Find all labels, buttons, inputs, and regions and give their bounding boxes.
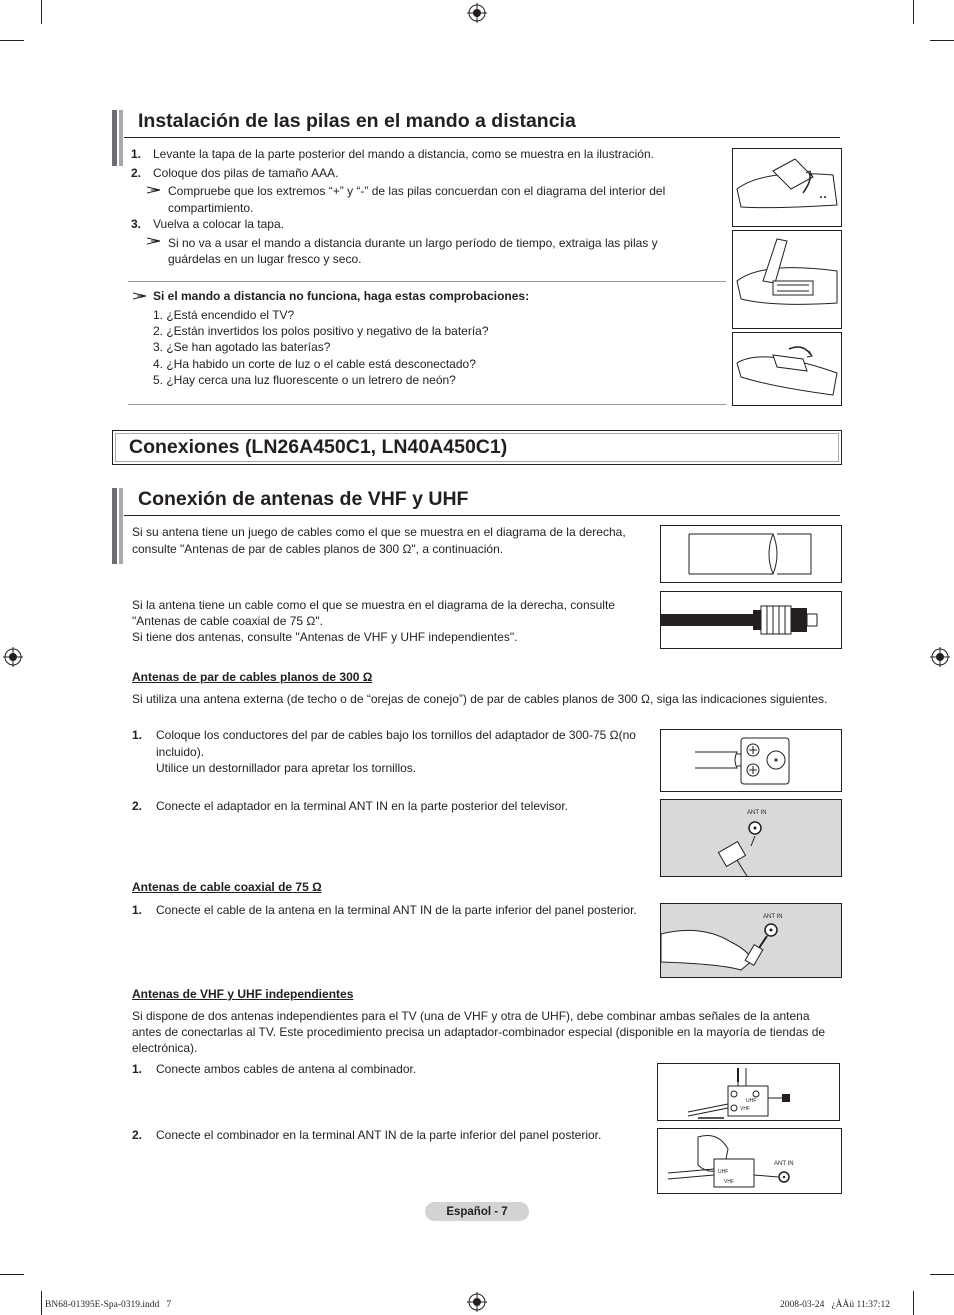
ant-in-label: ANT IN xyxy=(774,1161,794,1167)
step-text: Coloque dos pilas de tamaño AAA. xyxy=(153,166,339,180)
ant-in-label: ANT IN xyxy=(747,810,767,816)
combiner-ant-in-image xyxy=(657,1128,842,1194)
section-bar xyxy=(112,488,117,564)
separate-desc: Si dispone de dos antenas independientes para el TV (una de VHF y otra de UHF), debe combinar ambas señales de la antena xyxy=(132,1009,810,1023)
note-arrow-icon xyxy=(133,292,147,300)
coax-heading: Antenas de cable coaxial de 75 Ω xyxy=(132,880,322,894)
check-item: 3. ¿Se han agotado las baterías? xyxy=(153,340,331,354)
separate-desc: electrónica). xyxy=(132,1041,198,1055)
registration-mark-icon xyxy=(3,647,23,667)
step-text: Conecte ambos cables de antena al combinador. xyxy=(156,1062,417,1076)
divider xyxy=(128,404,726,405)
separate-desc: antes de conectarlas al TV. Este procedimiento precisa un adaptador-combinador especial (disponible en la mayoría de tiendas de xyxy=(132,1025,826,1039)
separate-heading: Antenas de VHF y UHF independientes xyxy=(132,987,354,1001)
flat-desc: Si utiliza una antena externa (de techo o de “orejas de conejo”) de par de cables planos de 300 Ω, siga las indicaciones siguientes. xyxy=(132,692,828,706)
intro-text: "Antenas de cable coaxial de 75 Ω". xyxy=(132,614,323,628)
step-number: 2. xyxy=(131,166,142,180)
coax-cable-image xyxy=(660,591,842,649)
step-text: Conecte el cable de la antena en la terminal ANT IN de la parte inferior del panel posterior. xyxy=(156,903,637,917)
crop-mark xyxy=(913,1291,914,1315)
page-label: Español - 7 xyxy=(446,1206,508,1218)
step-text: Vuelva a colocar la tapa. xyxy=(153,217,284,231)
crop-mark xyxy=(930,1274,954,1275)
note-arrow-icon xyxy=(147,186,161,194)
ant-in-adapter-image xyxy=(660,799,842,877)
section-bar xyxy=(112,110,117,166)
crop-mark xyxy=(0,1274,24,1275)
step-text: Utilice un destornillador para apretar los tornillos. xyxy=(156,761,417,775)
intro-text: Si su antena tiene un juego de cables como el que se muestra en el diagrama de la derecha, xyxy=(132,525,626,539)
step-text: Levante la tapa de la parte posterior del mando a distancia, como se muestra en la ilustración. xyxy=(153,147,654,161)
step-number: 2. xyxy=(132,1128,143,1142)
registration-mark-icon xyxy=(467,3,487,23)
crop-mark xyxy=(913,0,914,24)
step-number: 3. xyxy=(131,217,142,231)
footer-file: BN68-01395E-Spa-0319.indd 7 xyxy=(45,1300,172,1310)
note-text: guárdelas en un lugar fresco y seco. xyxy=(168,252,362,266)
ant-in-coax-image xyxy=(660,903,842,978)
intro-text: consulte "Antenas de par de cables planos de 300 Ω", a continuación. xyxy=(132,542,504,556)
note-text: Compruebe que los extremos “+” y “-” de las pilas concuerdan con el diagrama del interior del xyxy=(168,184,666,198)
divider xyxy=(128,281,726,282)
step-number: 1. xyxy=(132,903,143,917)
step-number: 1. xyxy=(132,728,143,742)
remote-batteries-image xyxy=(732,230,842,329)
step-text: Conecte el combinador en la terminal ANT IN de la parte inferior del panel posterior. xyxy=(156,1128,602,1142)
flat-heading: Antenas de par de cables planos de 300 Ω xyxy=(132,670,373,684)
uhf-label: UHF xyxy=(746,1098,757,1104)
ant-in-label: ANT IN xyxy=(763,914,783,920)
step-text: Conecte el adaptador en la terminal ANT IN en la parte posterior del televisor. xyxy=(156,799,569,813)
note-text: compartimiento. xyxy=(168,201,254,215)
title-underline xyxy=(124,515,840,516)
title-underline xyxy=(124,137,840,138)
step-number: 1. xyxy=(132,1062,143,1076)
check-item: 5. ¿Hay cerca una luz fluorescente o un letrero de neón? xyxy=(153,373,456,387)
step-text: incluido). xyxy=(156,745,205,759)
step-text: Coloque los conductores del par de cables bajo los tornillos del adaptador de 300-75 Ω(no xyxy=(156,728,636,742)
crop-mark xyxy=(0,40,24,41)
vhf-label: VHF xyxy=(740,1106,750,1112)
adapter-image xyxy=(660,729,842,792)
vhf-label: VHF xyxy=(724,1179,734,1185)
combiner-image xyxy=(657,1063,840,1121)
section-bar xyxy=(119,488,123,564)
intro-text: Si tiene dos antenas, consulte "Antenas de VHF y UHF independientes". xyxy=(132,630,518,644)
footer-date: 2008-03-24 ¿ÀÀü 11:37:12 xyxy=(780,1300,890,1310)
note-arrow-icon xyxy=(147,237,161,245)
step-number: 1. xyxy=(131,147,142,161)
registration-mark-icon xyxy=(467,1292,487,1312)
remote-open-cover-image xyxy=(732,148,842,227)
section-title: Instalación de las pilas en el mando a distancia xyxy=(138,110,576,132)
intro-text: Si la antena tiene un cable como el que se muestra en el diagrama de la derecha, consulte xyxy=(132,598,615,612)
check-title: Si el mando a distancia no funciona, haga estas comprobaciones: xyxy=(153,289,530,303)
connections-title: Conexiones (LN26A450C1, LN40A450C1) xyxy=(129,436,508,458)
section-title: Conexión de antenas de VHF y UHF xyxy=(138,488,469,510)
step-number: 2. xyxy=(132,799,143,813)
crop-mark xyxy=(930,40,954,41)
check-item: 1. ¿Está encendido el TV? xyxy=(153,308,295,322)
registration-mark-icon xyxy=(930,647,950,667)
flat-cable-image xyxy=(660,525,842,583)
crop-mark xyxy=(41,1291,42,1315)
remote-close-cover-image xyxy=(732,332,842,406)
check-item: 2. ¿Están invertidos los polos positivo y negativo de la batería? xyxy=(153,324,489,338)
crop-mark xyxy=(41,0,42,24)
note-text: Si no va a usar el mando a distancia durante un largo período de tiempo, extraiga las pilas y xyxy=(168,236,658,250)
check-item: 4. ¿Ha habido un corte de luz o el cable está desconectado? xyxy=(153,357,476,371)
uhf-label: UHF xyxy=(718,1169,729,1175)
section-bar xyxy=(119,110,123,166)
